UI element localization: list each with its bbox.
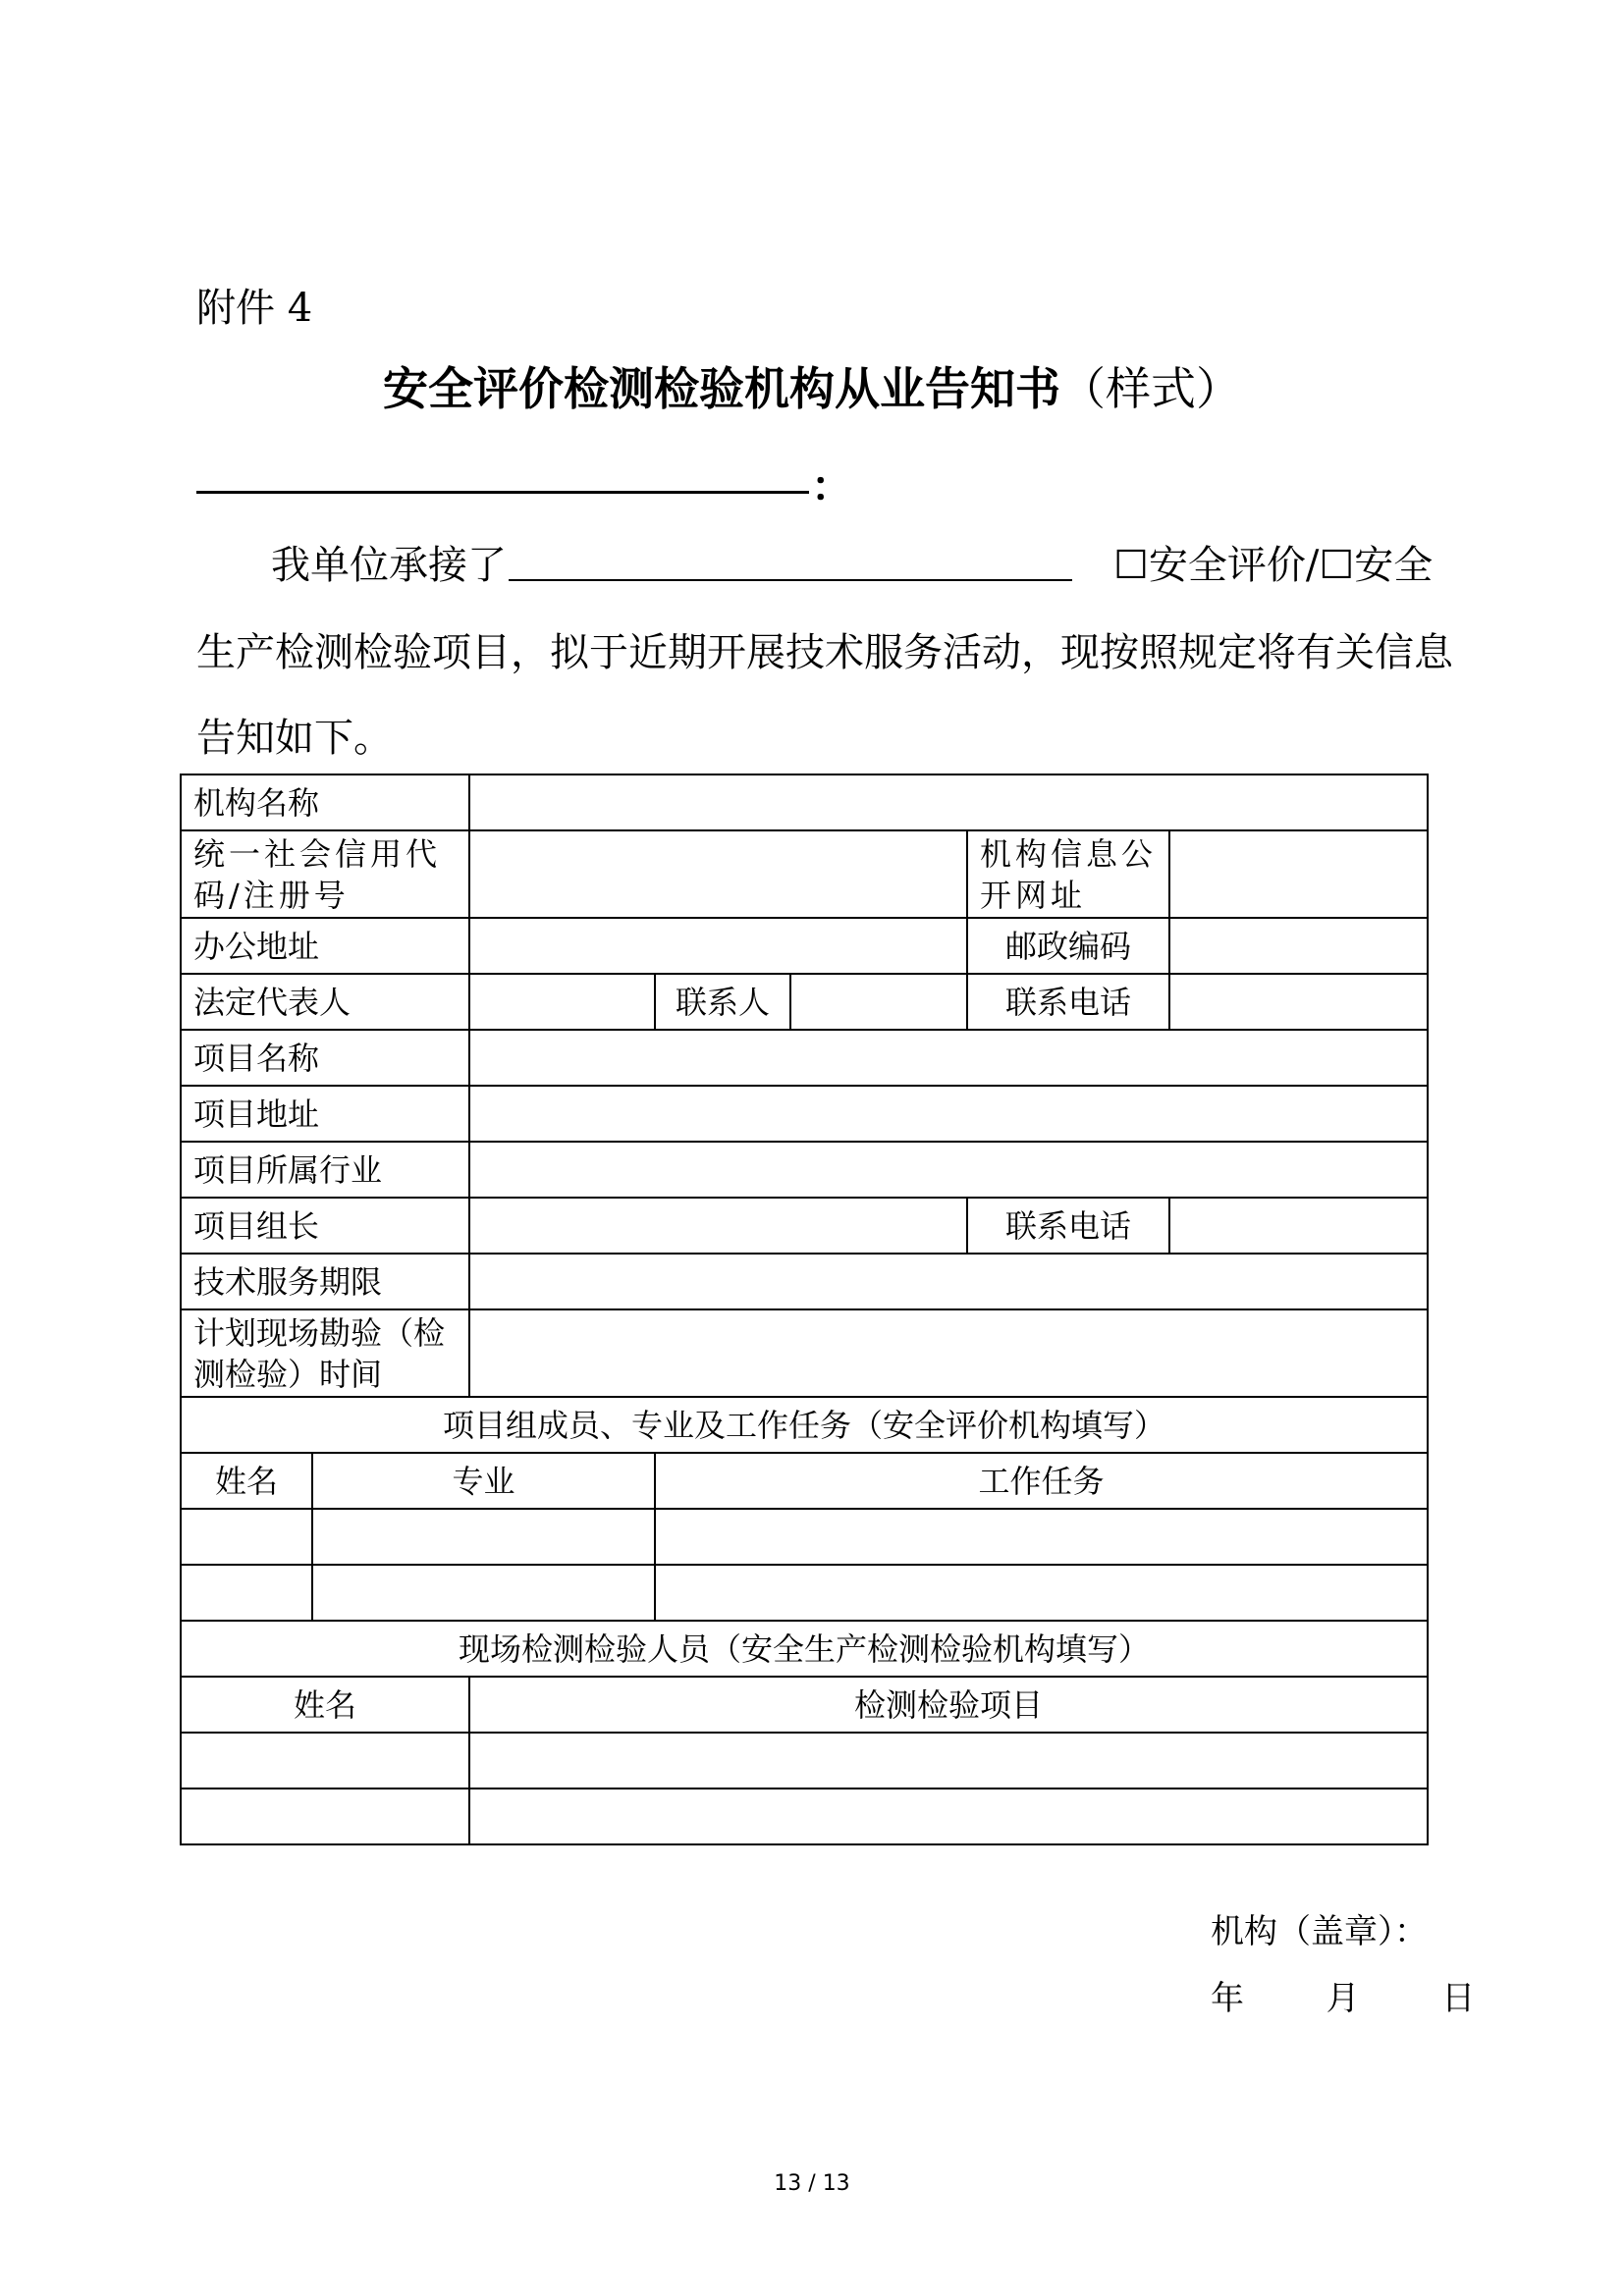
inspection-item-cell[interactable]: [469, 1733, 1428, 1789]
field-project-industry[interactable]: [469, 1142, 1428, 1198]
label-org-name: 机构名称: [181, 774, 469, 830]
title-suffix: （样式）: [1060, 362, 1241, 415]
label-leader-phone: 联系电话: [967, 1198, 1169, 1254]
field-service-period[interactable]: [469, 1254, 1428, 1309]
member-task-cell[interactable]: [655, 1565, 1428, 1621]
label-legal-rep: 法定代表人: [181, 974, 469, 1030]
page-number: 13 / 13: [774, 2171, 850, 2196]
field-credit-code[interactable]: [469, 830, 967, 918]
table-row: [181, 774, 1428, 830]
member-major-cell[interactable]: [312, 1565, 655, 1621]
field-postcode[interactable]: [1169, 918, 1428, 974]
label-service-period: 技术服务期限: [181, 1254, 469, 1309]
field-project-name[interactable]: [469, 1030, 1428, 1086]
table-row: [181, 1565, 1428, 1621]
table-row: [181, 1198, 1428, 1254]
inspector-name-cell[interactable]: [181, 1789, 469, 1844]
addressee-blank[interactable]: [196, 491, 809, 494]
label-contact-phone: 联系电话: [967, 974, 1169, 1030]
field-office-address[interactable]: [469, 918, 967, 974]
table-row: [181, 1453, 1428, 1509]
field-info-url[interactable]: [1169, 830, 1428, 918]
label-project-name: 项目名称: [181, 1030, 469, 1086]
table-row: [181, 1086, 1428, 1142]
label-contact-person: 联系人: [655, 974, 790, 1030]
header-member-name: 姓名: [181, 1453, 312, 1509]
table-row: [181, 1142, 1428, 1198]
date-year: 年: [1211, 1979, 1244, 2018]
field-site-survey-time[interactable]: [469, 1309, 1428, 1397]
attachment-label: 附件 4: [196, 286, 313, 331]
label-postcode: 邮政编码: [967, 918, 1169, 974]
intro-line3: 告知如下。: [196, 716, 393, 761]
member-task-cell[interactable]: [655, 1509, 1428, 1565]
page-title: [0, 353, 1624, 418]
member-major-cell[interactable]: [312, 1509, 655, 1565]
label-project-address: 项目地址: [181, 1086, 469, 1142]
header-member-task: 工作任务: [655, 1453, 1428, 1509]
label-credit-code: 统一社会信用代码/注册号: [181, 830, 469, 918]
member-name-cell[interactable]: [181, 1565, 312, 1621]
seal-label: 机构（盖章）：: [1211, 1912, 1428, 1951]
table-row: [181, 830, 1428, 918]
date-day: 日: [1441, 1979, 1476, 2018]
date-month: 月: [1326, 1979, 1360, 2018]
label-project-leader: 项目组长: [181, 1198, 469, 1254]
header-member-major: 专业: [312, 1453, 655, 1509]
label-info-url: 机构信息公开网址: [967, 830, 1169, 918]
table-row: [181, 1254, 1428, 1309]
table-row: [181, 1733, 1428, 1789]
table-row: [181, 1397, 1428, 1453]
table-row: [181, 1621, 1428, 1677]
intro-line2: 生产检测检验项目，拟于近期开展技术服务活动，现按照规定将有关信息: [196, 630, 1453, 675]
table-row: [181, 1677, 1428, 1733]
notification-form-table: [180, 774, 1429, 1845]
field-legal-rep[interactable]: [469, 974, 655, 1030]
intro-line1-checkboxes[interactable]: ☐安全评价/☐安全: [1113, 543, 1434, 588]
table-row: [181, 1309, 1428, 1397]
field-project-address[interactable]: [469, 1086, 1428, 1142]
table-row: [181, 1509, 1428, 1565]
label-project-industry: 项目所属行业: [181, 1142, 469, 1198]
project-blank[interactable]: [509, 579, 1072, 581]
date-line: [1211, 1971, 1475, 2019]
label-site-survey-time: 计划现场勘验（检测检验）时间: [181, 1309, 469, 1397]
header-inspection-item: 检测检验项目: [469, 1677, 1428, 1733]
table-row: [181, 918, 1428, 974]
member-name-cell[interactable]: [181, 1509, 312, 1565]
addressee-colon: ：: [811, 462, 853, 510]
field-leader-phone[interactable]: [1169, 1198, 1428, 1254]
intro-line1-prefix: 我单位承接了: [271, 543, 507, 588]
header-inspector-name: 姓名: [181, 1677, 469, 1733]
inspector-name-cell[interactable]: [181, 1733, 469, 1789]
table-row: [181, 974, 1428, 1030]
field-contact-phone[interactable]: [1169, 974, 1428, 1030]
inspection-item-cell[interactable]: [469, 1789, 1428, 1844]
field-project-leader[interactable]: [469, 1198, 967, 1254]
field-contact-person[interactable]: [790, 974, 967, 1030]
section-inspectors: 现场检测检验人员（安全生产检测检验机构填写）: [181, 1621, 1428, 1677]
label-office-address: 办公地址: [181, 918, 469, 974]
table-row: [181, 1030, 1428, 1086]
table-row: [181, 1789, 1428, 1844]
section-members: 项目组成员、专业及工作任务（安全评价机构填写）: [181, 1397, 1428, 1453]
title-main: 安全评价检测检验机构从业告知书: [383, 362, 1060, 415]
field-org-name[interactable]: [469, 774, 1428, 830]
